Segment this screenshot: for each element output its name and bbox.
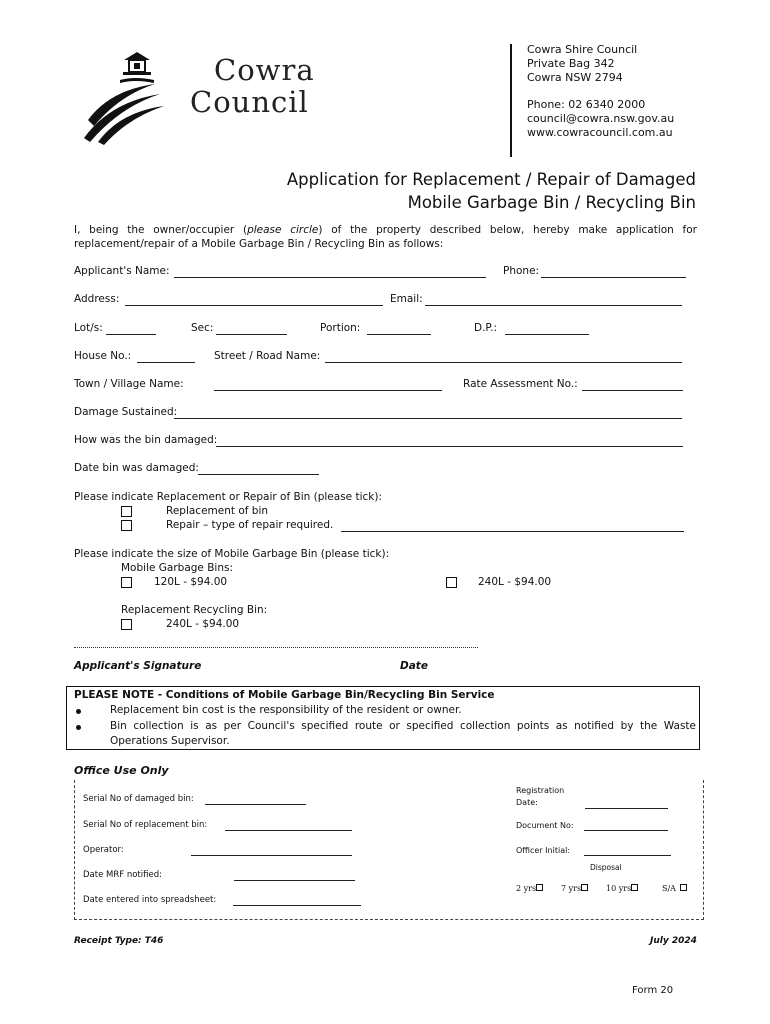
serial-damaged-label: Serial No of damaged bin:	[83, 794, 194, 804]
intro-italic: please circle	[247, 224, 319, 236]
receipt-type: Receipt Type: T46	[74, 936, 164, 946]
registration-date-field[interactable]	[585, 807, 668, 809]
town-village-label: Town / Village Name:	[74, 378, 184, 390]
house-no-label: House No.:	[74, 350, 132, 362]
office-use-heading: Office Use Only	[74, 764, 169, 777]
note-bullet1: Replacement bin cost is the responsibility of the resident or owner.	[110, 704, 462, 716]
size-120l-label: 120L - $94.00	[154, 576, 228, 588]
replacement-option-label: Replacement of bin	[166, 505, 269, 517]
form-title	[256, 168, 696, 214]
repair-type-field[interactable]	[341, 530, 684, 532]
logo-emblem-icon	[80, 50, 190, 145]
portion-field[interactable]	[367, 333, 431, 335]
logo-word-cowra: Cowra	[214, 53, 315, 87]
intro-part1: I, being the owner/occupier (	[74, 224, 248, 236]
applicant-signature-label: Applicant's Signature	[74, 660, 202, 672]
garbage-bins-heading: Mobile Garbage Bins:	[121, 562, 234, 574]
email-field[interactable]	[425, 304, 682, 306]
address-field[interactable]	[125, 304, 383, 306]
date-damaged-field[interactable]	[198, 473, 319, 475]
signature-line[interactable]	[74, 647, 478, 648]
email-label: Email:	[390, 293, 423, 305]
repair-heading: Please indicate Replacement or Repair of Bin (please tick):	[74, 491, 382, 503]
form-date: July 2024	[650, 936, 697, 946]
dp-label: D.P.:	[474, 322, 497, 334]
lots-field[interactable]	[106, 333, 156, 335]
disposal-sa-label: S/A	[662, 884, 676, 893]
note-heading: PLEASE NOTE - Conditions of Mobile Garbage Bin/Recycling Bin Service	[74, 689, 495, 701]
applicant-name-label: Applicant's Name:	[74, 265, 170, 277]
council-phone: Phone: 02 6340 2000	[527, 98, 646, 111]
repair-option-label: Repair – type of repair required.	[166, 519, 334, 531]
council-website: www.cowracouncil.com.au	[527, 126, 673, 139]
date-spreadsheet-label: Date entered into spreadsheet:	[83, 895, 217, 905]
registration-label: Registration	[516, 786, 565, 795]
registration-date-label: Date:	[516, 798, 538, 807]
recycling-heading: Replacement Recycling Bin:	[121, 604, 268, 616]
size-heading: Please indicate the size of Mobile Garbage Bin (please tick):	[74, 548, 390, 560]
form-number: Form 20	[632, 985, 674, 996]
note-bullet2-line2: Operations Supervisor.	[110, 735, 230, 747]
address-label: Address:	[74, 293, 120, 305]
phone-label: Phone:	[503, 265, 540, 277]
size-120l-checkbox[interactable]	[121, 577, 132, 588]
portion-label: Portion:	[320, 322, 361, 334]
address-divider	[510, 44, 512, 157]
address-line1: Cowra Shire Council	[527, 43, 638, 56]
size-240l-checkbox[interactable]	[446, 577, 457, 588]
signature-date-label: Date	[400, 660, 428, 672]
disposal-2yrs-label: 2 yrs	[516, 884, 537, 893]
disposal-10yrs-label: 10 yrs	[606, 884, 632, 893]
sec-label: Sec:	[191, 322, 214, 334]
sec-field[interactable]	[216, 333, 287, 335]
disposal-2yrs-checkbox[interactable]	[536, 884, 543, 891]
disposal-label: Disposal	[590, 863, 622, 872]
how-damaged-field[interactable]	[216, 445, 683, 447]
address-line2: Private Bag 342	[527, 57, 615, 70]
title-line2: Mobile Garbage Bin / Recycling Bin	[407, 193, 696, 212]
note-bullet2	[110, 719, 696, 749]
lots-label: Lot/s:	[74, 322, 103, 334]
please-note-box	[66, 686, 700, 750]
operator-field[interactable]	[191, 854, 352, 856]
date-mrf-label: Date MRF notified:	[83, 870, 162, 880]
size-240l-label: 240L - $94.00	[478, 576, 552, 588]
operator-label: Operator:	[83, 845, 124, 855]
council-logo	[80, 50, 190, 145]
disposal-10yrs-checkbox[interactable]	[631, 884, 638, 891]
officer-initial-field[interactable]	[584, 854, 671, 856]
title-line1: Application for Replacement / Repair of Damaged	[286, 170, 696, 189]
street-road-field[interactable]	[325, 361, 682, 363]
serial-damaged-field[interactable]	[205, 803, 306, 805]
bullet-icon	[76, 709, 81, 714]
intro-paragraph	[74, 223, 697, 251]
date-mrf-field[interactable]	[234, 879, 355, 881]
logo-word-council: Council	[190, 85, 309, 119]
intro-part2: ) of the property described below, hereby make application for replacement/repair of a Mobile Garbage Bin / Recycling Bin as follows:	[74, 224, 697, 250]
date-spreadsheet-field[interactable]	[233, 904, 361, 906]
recycling-240l-label: 240L - $94.00	[166, 618, 240, 630]
repair-checkbox[interactable]	[121, 520, 132, 531]
disposal-7yrs-checkbox[interactable]	[581, 884, 588, 891]
date-damaged-label: Date bin was damaged:	[74, 462, 199, 474]
how-damaged-label: How was the bin damaged:	[74, 434, 218, 446]
serial-replacement-field[interactable]	[225, 829, 352, 831]
document-no-field[interactable]	[584, 829, 668, 831]
address-line3: Cowra NSW 2794	[527, 71, 623, 84]
council-email: council@cowra.nsw.gov.au	[527, 112, 675, 125]
street-road-label: Street / Road Name:	[214, 350, 321, 362]
disposal-sa-checkbox[interactable]	[680, 884, 687, 891]
house-no-field[interactable]	[137, 361, 195, 363]
replacement-checkbox[interactable]	[121, 506, 132, 517]
applicant-name-field[interactable]	[174, 276, 486, 278]
damage-sustained-label: Damage Sustained:	[74, 406, 178, 418]
recycling-240l-checkbox[interactable]	[121, 619, 132, 630]
serial-replacement-label: Serial No of replacement bin:	[83, 820, 208, 830]
officer-initial-label: Officer Initial:	[516, 846, 571, 855]
town-village-field[interactable]	[214, 389, 442, 391]
rate-assessment-field[interactable]	[582, 389, 683, 391]
damage-sustained-field[interactable]	[174, 417, 682, 419]
phone-field[interactable]	[541, 276, 686, 278]
council-address	[527, 43, 674, 140]
rate-assessment-label: Rate Assessment No.:	[463, 378, 578, 390]
disposal-7yrs-label: 7 yrs	[561, 884, 582, 893]
document-no-label: Document No:	[516, 821, 574, 830]
bullet-icon	[76, 725, 81, 730]
note-bullet2-line1: Bin collection is as per Council's specified route or specified collection points as notified by the Waste	[110, 720, 696, 732]
dp-field[interactable]	[505, 333, 589, 335]
